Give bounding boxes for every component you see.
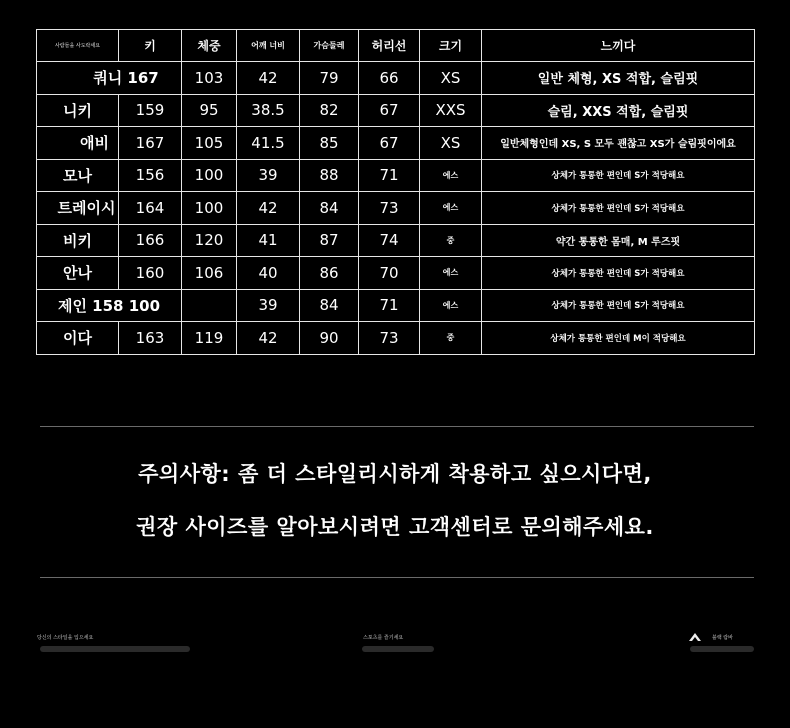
table-row — [37, 127, 755, 160]
row-chest: 86 — [300, 257, 359, 290]
row-weight: 100 — [182, 192, 237, 225]
row-shoulder: 42 — [237, 192, 300, 225]
row-feel: 상체가 통통한 편인데 S가 적당해요 — [482, 192, 755, 225]
header-label: 사람들을 사도락세요 — [37, 30, 119, 62]
footer-center-text: 스포츠를 즐기세요 — [363, 635, 404, 641]
row-name: 제인 158 100 — [37, 289, 182, 322]
row-shoulder: 41 — [237, 224, 300, 257]
footer-left-text: 당신의 스타일을 입으세요 — [37, 635, 94, 641]
row-shoulder: 42 — [237, 62, 300, 95]
row-feel: 상체가 통통한 편인데 S가 적당해요 — [482, 159, 755, 192]
row-waist: 70 — [359, 257, 420, 290]
row-waist: 71 — [359, 159, 420, 192]
row-size: 에스 — [420, 159, 482, 192]
row-height: 166 — [119, 224, 182, 257]
table-row — [37, 289, 755, 322]
row-size: 에스 — [420, 192, 482, 225]
footer-center-blur — [362, 646, 434, 652]
table-header-row — [37, 30, 755, 62]
row-chest: 85 — [300, 127, 359, 160]
row-weight: 120 — [182, 224, 237, 257]
row-height: 160 — [119, 257, 182, 290]
row-waist: 73 — [359, 322, 420, 355]
header-chest: 가슴둘레 — [300, 30, 359, 62]
row-size: XXS — [420, 94, 482, 127]
row-height: 156 — [119, 159, 182, 192]
row-weight: 119 — [182, 322, 237, 355]
divider-bottom — [40, 577, 754, 578]
row-waist: 67 — [359, 94, 420, 127]
row-name: 트레이시 — [37, 192, 119, 225]
row-feel: 일반체형인데 XS, S 모두 괜찮고 XS가 슬림핏이에요 — [482, 127, 755, 160]
row-feel: 상체가 통통한 편인데 S가 적당해요 — [482, 257, 755, 290]
row-size: 에스 — [420, 289, 482, 322]
row-weight: 106 — [182, 257, 237, 290]
row-waist: 71 — [359, 289, 420, 322]
table-row — [37, 159, 755, 192]
table-row — [37, 322, 755, 355]
row-size: 중 — [420, 224, 482, 257]
footer-right-blur — [690, 646, 754, 652]
row-weight: 105 — [182, 127, 237, 160]
row-size: 에스 — [420, 257, 482, 290]
row-size: 중 — [420, 322, 482, 355]
row-chest: 90 — [300, 322, 359, 355]
row-chest: 87 — [300, 224, 359, 257]
row-waist: 74 — [359, 224, 420, 257]
row-weight — [182, 289, 237, 322]
row-waist: 73 — [359, 192, 420, 225]
notice-line-2: 권장 사이즈를 알아보시려면 고객센터로 문의해주세요. — [136, 515, 654, 539]
row-name: 모나 — [37, 159, 119, 192]
header-feel: 느끼다 — [482, 30, 755, 62]
row-size: XS — [420, 127, 482, 160]
table-row — [37, 62, 755, 95]
row-feel: 일반 체형, XS 적합, 슬림핏 — [482, 62, 755, 95]
row-name: 비키 — [37, 224, 119, 257]
row-height: 159 — [119, 94, 182, 127]
table-row — [37, 257, 755, 290]
notice-line-1: 주의사항: 좀 더 스타일리시하게 착용하고 싶으시다면, — [138, 462, 652, 486]
row-chest: 88 — [300, 159, 359, 192]
row-shoulder: 40 — [237, 257, 300, 290]
row-chest: 84 — [300, 192, 359, 225]
table-row — [37, 224, 755, 257]
divider-top — [40, 426, 754, 427]
row-weight: 100 — [182, 159, 237, 192]
footer-right-text: 블랙 람바 — [712, 635, 733, 641]
row-size: XS — [420, 62, 482, 95]
row-shoulder: 42 — [237, 322, 300, 355]
row-height: 167 — [119, 127, 182, 160]
brand-logo-icon — [688, 632, 702, 642]
header-weight: 체중 — [182, 30, 237, 62]
row-waist: 66 — [359, 62, 420, 95]
footer-left-blur — [40, 646, 190, 652]
header-height: 키 — [119, 30, 182, 62]
row-name: 이다 — [37, 322, 119, 355]
row-weight: 95 — [182, 94, 237, 127]
row-chest: 82 — [300, 94, 359, 127]
header-shoulder: 어깨 너비 — [237, 30, 300, 62]
table-row — [37, 192, 755, 225]
row-name: 쿼니 167 — [37, 62, 182, 95]
row-feel: 상체가 통통한 편인데 M이 적당해요 — [482, 322, 755, 355]
row-name: 니키 — [37, 94, 119, 127]
row-chest: 79 — [300, 62, 359, 95]
row-shoulder: 39 — [237, 289, 300, 322]
row-shoulder: 39 — [237, 159, 300, 192]
row-feel: 슬림, XXS 적합, 슬림핏 — [482, 94, 755, 127]
row-name: 안나 — [37, 257, 119, 290]
row-weight: 103 — [182, 62, 237, 95]
row-height: 163 — [119, 322, 182, 355]
row-shoulder: 38.5 — [237, 94, 300, 127]
row-height: 164 — [119, 192, 182, 225]
row-shoulder: 41.5 — [237, 127, 300, 160]
row-name: 애비 — [37, 127, 119, 160]
row-feel: 약간 통통한 몸매, M 루즈핏 — [482, 224, 755, 257]
size-chart-table — [36, 29, 755, 355]
table-row — [37, 94, 755, 127]
header-waist: 허리선 — [359, 30, 420, 62]
row-waist: 67 — [359, 127, 420, 160]
header-size: 크기 — [420, 30, 482, 62]
row-feel: 상체가 통통한 편인데 S가 적당해요 — [482, 289, 755, 322]
row-chest: 84 — [300, 289, 359, 322]
